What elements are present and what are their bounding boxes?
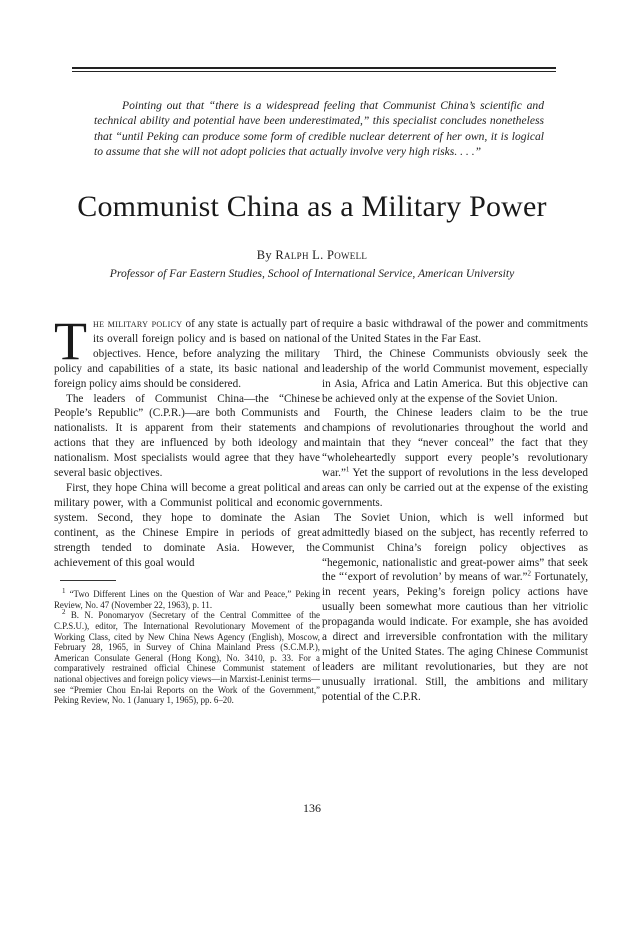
footnote-2: [54, 610, 320, 705]
paragraph-1: [54, 311, 320, 392]
drop-cap: T: [54, 311, 87, 371]
footnote-ref-1[interactable]: 1: [345, 465, 350, 474]
paragraph-1-text: of any state is actually part of its overall foreign policy and is based on national objectives. Hence, before analyzing the military policy and capabilities of a state, its basic national and foreign policy aims should be considered.: [54, 318, 320, 390]
footnote-2-mark: 2: [62, 608, 66, 617]
top-rule-thin: [72, 71, 556, 72]
epigraph: [94, 98, 544, 160]
footnote-1-mark: 1: [62, 587, 66, 596]
author-name: Ralph L. Powell: [275, 248, 368, 262]
byline: [0, 248, 624, 263]
paragraph-6: [322, 406, 588, 510]
paragraph-7-text-a: The Soviet Union, which is well informed but admittedly biased on the subject, has recently referred to Communist China’s foreign policy objectives as “hegemonic, nationalistic and great-power aims” that seek the “‘export of revolution’ by means of war.”: [322, 511, 588, 584]
lead-smallcaps: he military policy: [93, 318, 183, 330]
top-rule-thick: [72, 67, 556, 69]
paragraph-2: The leaders of Communist China—the “Chinese People’s Republic” (C.P.R.)—are both Communists and nationalists. It is apparent from their statements and actions that they are influenced by both ideology and nationalism. Most specialists would agree that they have several basic objectives.: [54, 392, 320, 480]
footnote-1-text: “Two Different Lines on the Question of War and Peace,” Peking Review, No. 47 (November 22, 1963), p. 11.: [54, 589, 320, 610]
paragraph-4: require a basic withdrawal of the power and commitments of the United States in the Far East.: [322, 318, 588, 345]
epigraph-text: Pointing out that “there is a widespread feeling that Communist China’s scientific and technical ability and potential have been underestimated,” this specialist concludes nonetheless that “until Peking can produce some form of credible nuclear deterrent of her own, it is logical to assume that she will not adopt policies that actually involve very high risks. . . .”: [94, 99, 544, 159]
author-affiliation: Professor of Far Eastern Studies, School of International Service, American University: [109, 267, 515, 280]
article-title: Communist China as a Military Power: [77, 190, 547, 223]
footnotes: [54, 589, 320, 706]
byline-prefix: By: [256, 248, 272, 262]
paragraph-6-text-a: Fourth, the Chinese leaders claim to be the true champions of revolutionaries throughout the world and maintain that they “never conceal” the fact that they “wholeheartedly support every people’s revolutionary war.”: [322, 407, 588, 480]
right-column: [322, 317, 588, 705]
footnote-2-text: B. N. Ponomaryov (Secretary of the Central Committee of the C.P.S.U.), editor, The International Revolutionary Movement of the Working Class, cited by New China News Agency (English), Moscow, February 28, 1965, in Survey of China Mainland Press (S.C.M.P.), American Consulate General (Hong Kong), No. 3410, p. 33. For a comparatively restrained official Chinese Communist statement of national objectives and foreign policy views—in Marxist-Leninist terms—see “Premier Chou En-lai Reports on the Work of the Government,” Peking Review, No. 1 (January 1, 1965), pp. 6–20.: [54, 610, 320, 706]
page-number: 136: [303, 801, 321, 815]
footnote-rule: [60, 580, 116, 581]
paragraph-5: Third, the Chinese Communists obviously seek the leadership of the world Communist movement, especially in Asia, Africa and Latin America. But this objective can be achieved only at the expense of the Soviet Union.: [322, 347, 588, 405]
footnote-ref-2[interactable]: 2: [527, 569, 532, 578]
left-column: [54, 311, 320, 706]
footnote-1: [54, 589, 320, 610]
paragraph-7-text-b: Fortunately, in recent years, Peking’s foreign policy actions have usually been somewhat more cautious than her vitriolic propaganda would indicate. For example, she has avoided a direct and irreversible confrontation with the military might of the United States. The aging Chinese Communist leaders are militant revolutionaries, but they are not unusually irrational. Still, the ambitions and military potential of the C.P.R.: [322, 571, 589, 703]
paragraph-3: First, they hope China will become a great political and military power, with a Communist political and economic system. Second, they hope to dominate the Asian continent, as the Chinese Empire in periods of great strength tended to dominate Asia. However, the achievement of this goal would: [54, 481, 320, 569]
paragraph-7: [322, 511, 588, 705]
paragraph-6-text-b: Yet the support of revolutions in the less developed areas can only be carried out at the expense of the existing governments.: [322, 467, 588, 509]
